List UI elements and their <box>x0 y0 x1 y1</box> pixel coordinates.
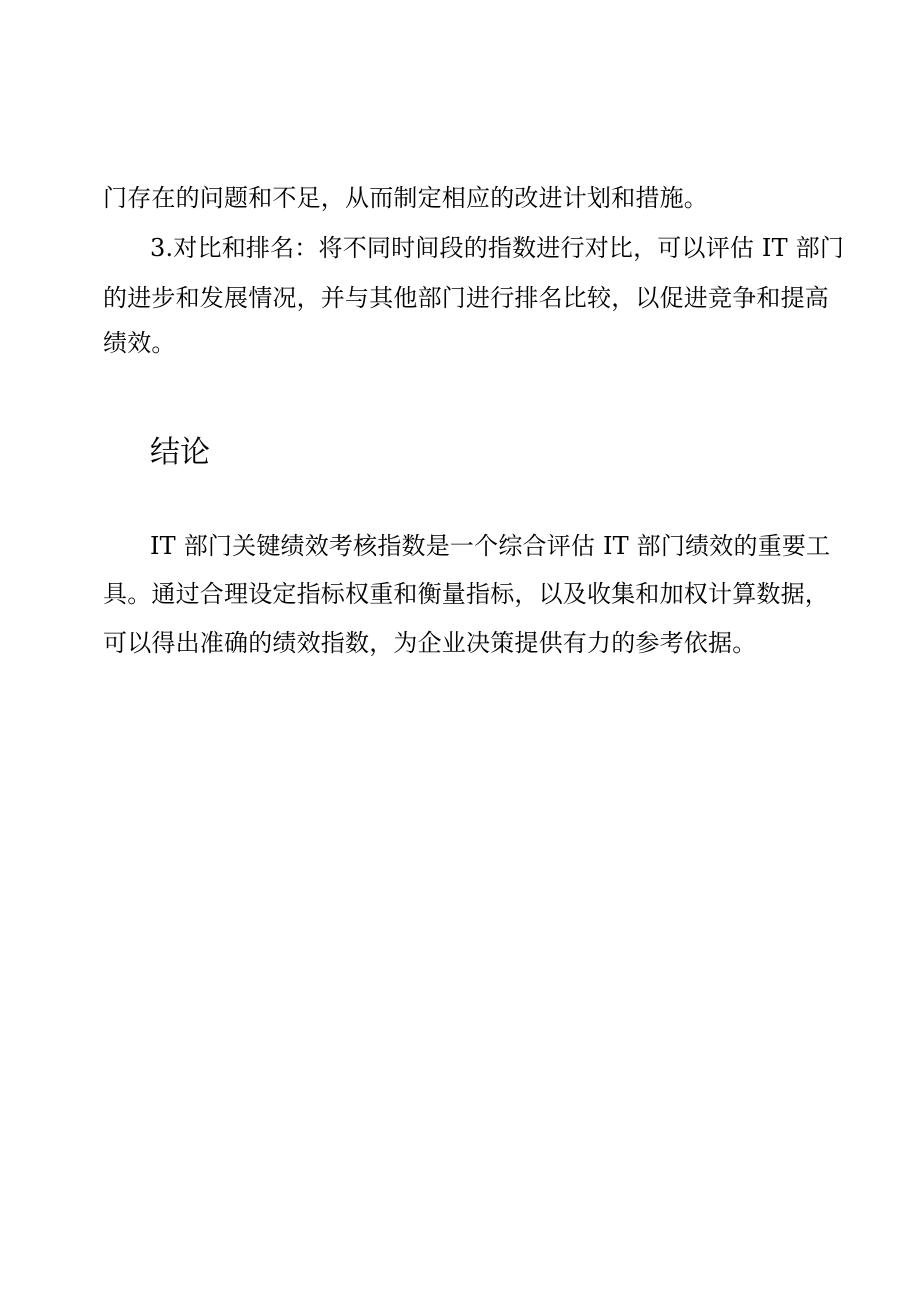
conclusion-heading: 结论 <box>150 435 210 470</box>
paragraph-continuation-line: 门存在的问题和不足，从而制定相应的改进计划和措施。 <box>103 184 708 212</box>
conclusion-line-1: IT 部门关键绩效考核指数是一个综合评估 IT 部门绩效的重要工 <box>150 532 831 560</box>
conclusion-line-2: 具。通过合理设定指标权重和衡量指标，以及收集和加权计算数据， <box>103 580 829 608</box>
item-3-line-3: 绩效。 <box>103 329 176 357</box>
item-3-line-2: 的进步和发展情况，并与其他部门进行排名比较，以促进竞争和提高 <box>103 284 829 312</box>
item-3-line-1: 3.对比和排名：将不同时间段的指数进行对比，可以评估 IT 部门 <box>150 234 845 262</box>
conclusion-line-3: 可以得出准确的绩效指数，为企业决策提供有力的参考依据。 <box>103 629 757 657</box>
